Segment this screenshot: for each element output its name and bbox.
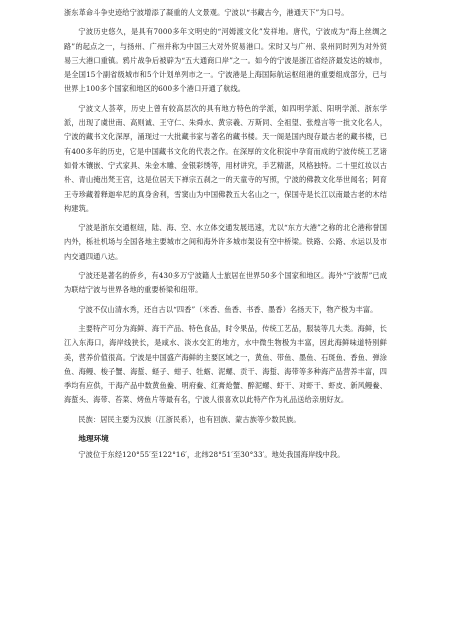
document-page [64,6,387,467]
section-heading-geography: 地理环境 [78,434,109,444]
paragraph-history: 宁波历史悠久，是具有7000多年文明史的“河姆渡文化”发祥地。唐代，宁波成为“海上丝绸之路”的起点之一，与扬州、广州并称为中国三大对外贸易港口。宋时又与广州、泉州同时列为对外贸易三大港口重镇。鸦片战争后被辟为“五大通商口岸”之一。如今的宁波是浙江省经济最发达的城市，是全国15个副省级城市和5个计划单列市之一。宁波港是上海国际航运枢纽港的重要组成部分，已与世界上100多个国家和地区的600多个港口开通了航线。 [64,27,387,94]
paragraph-transport: 宁波是浙东交通枢纽，陆、海、空、水立体交通发展迅速，尤以“东方大港”之称的北仑港称誉国内外，栎社机场与全国各地主要城市之间和海外许多城市架设有空中桥梁。铁路、公路、水运以及市内交通四通八达。 [64,223,387,261]
paragraph-heritage: 浙东革命斗争史迹给宁波增添了凝重的人文景观。宁波以“书藏古今，港通天下”为口号。 [64,8,349,17]
paragraph-four-fragrances: 宁波不仅山清水秀，还自古以“四香”（米香、鱼香、书香、墨香）名扬天下，物产极为丰富。 [78,304,378,314]
paragraph-overseas: 宁波还是著名的侨乡，有430多万宁波籍人士旅居在世界50多个国家和地区。海外“宁波帮”已成为联结宁波与世界各地的重要桥梁和纽带。 [64,271,387,295]
paragraph-geography: 宁波位于东经120°55′至122°16′，北纬28°51′至30°33′。地处我国海岸线中段。 [78,450,345,460]
paragraph-ethnicity: 民族：居民主要为汉族（江浙民系），也有回族、蒙古族等少数民族。 [78,414,301,424]
paragraph-specialties: 主要特产可分为海鲜、海干产品、特色食品，时令果品，传统工艺品，服装等几大类。海鲜，长江入东海口，海岸线狭长，是咸水、淡水交汇的地方，水中微生物极为丰富，因此海鲜味道特别鲜美，营养价值很高。宁波是中国盛产海鲜的主要区域之一，黄鱼、带鱼、墨鱼、石斑鱼、香鱼、弹涂鱼、海鳗、梭子蟹、海蜇、蛏子、蚶子、牡蛎、泥螺、贡干、海蜇、海带等多种海产品营养丰富，四季均有应供，干海产品中数黄鱼鲞、明府鲞、红膏炝蟹、醉泥螺、虾干、对虾干、虾皮、新风鳗鲞、海蜇头、海带、苔菜、烤鱼片等最有名，宁波人很喜欢以此特产作为礼品送给亲朋好友。 [64,323,387,405]
paragraph-culture: 宁波文人荟萃，历史上曾有较高层次的具有地方特色的学派，如四明学派、阳明学派、浙东学派，出现了虞世南、高则诚、王守仁、朱舜水、黄宗羲、万斯同、全祖望、张煌言等一批文化名人，宁波的藏书文化深厚，涌现过一大批藏书家与著名的藏书楼。天一阁是国内现存最古老的藏书楼，已有400多年的历史，它是中国藏书文化的代表之作。在深厚的文化积淀中孕育而成的宁波传统工艺诸如骨木镶嵌、宁式家具、朱金木雕、金银彩绣等，用材讲究，手艺精湛，风格独特。二十里红妆以古朴、青山掩出梵王宫，这是位居天下禅宗五刹之一的天童寺的写照，宁波的佛教文化举世闻名；阿育王寺珍藏着释迦牟尼的真身舍利，雪窦山为中国佛教五大名山之一，保国寺是长江以南最古老的木结构建筑。 [64,103,387,213]
